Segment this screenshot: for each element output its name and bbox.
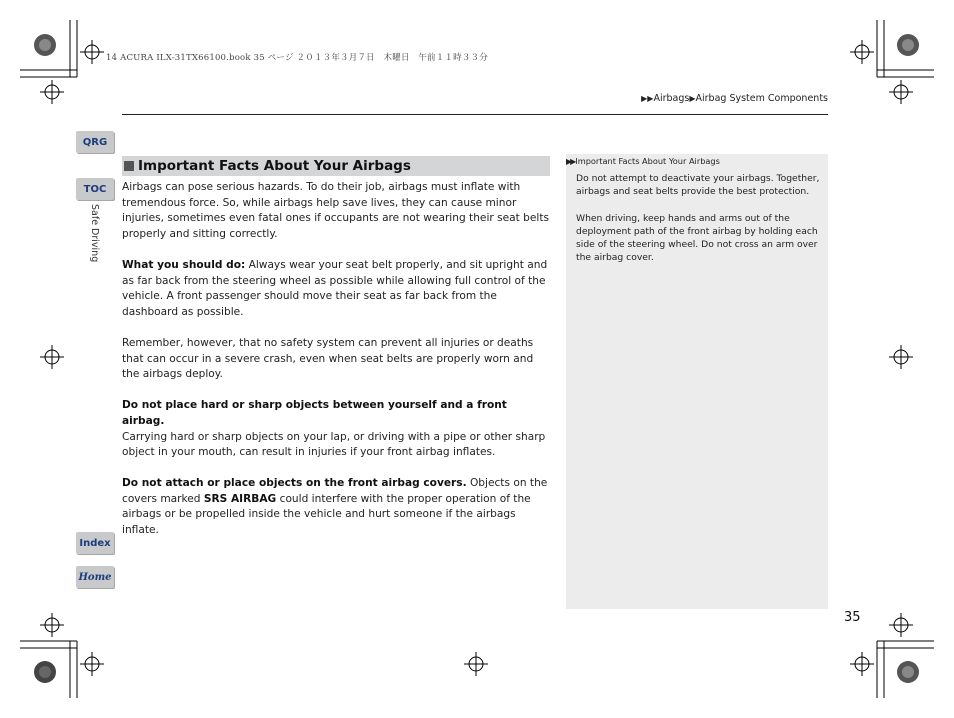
section-heading — [122, 156, 550, 176]
note-panel-text — [576, 172, 820, 278]
airbag-covers-paragraph: Do not attach or place objects on the front airbag covers. Objects on the covers marked SRS AIRBAG could interfere with the proper operation of the airbags or be propelled inside the vehicle and hurt someone if the airbags inflate. — [122, 477, 548, 537]
main-text — [122, 180, 552, 554]
note-paragraph: When driving, keep hands and arms out of the deployment path of the front airbag by holding each side of the steering wheel. Do not cross an arm over the airbag cover. — [576, 212, 818, 264]
heading-square-icon — [124, 161, 134, 171]
section-title: Important Facts About Your Airbags — [138, 158, 411, 174]
home-button[interactable]: Home — [76, 566, 114, 588]
sharp-objects-paragraph: Do not place hard or sharp objects between yourself and a front airbag. Carrying hard or sharp objects on your lap, or driving with a pipe or other sharp object in your mouth, can result in injuries if your front airbag inflates. — [122, 399, 546, 459]
page-number: 35 — [844, 610, 861, 625]
index-button[interactable]: Index — [76, 532, 114, 554]
chapter-side-label: Safe Driving — [89, 204, 100, 263]
note-paragraph: Do not attempt to deactivate your airbags. Together, airbags and seat belts provide the best protection. — [576, 173, 820, 198]
remember-paragraph: Remember, however, that no safety system can prevent all injuries or deaths that can occur in a severe crash, even when seat belts are properly worn and the airbags deploy. — [122, 336, 534, 381]
header-rule — [122, 114, 828, 115]
what-to-do-paragraph: What you should do: Always wear your seat belt properly, and sit upright and as far back from the steering wheel as possible while allowing full control of the vehicle. A front passenger should move their seat as far back from the dashboard as possible. — [122, 258, 548, 318]
double-arrow-icon: ▶▶ — [566, 156, 575, 166]
toc-button[interactable]: TOC — [76, 178, 114, 200]
breadcrumb-link-components[interactable]: Airbag System Components — [695, 93, 828, 104]
print-header: 14 ACURA ILX-31TX66100.book 35 ページ ２０１３年３月７日 木曜日 午前１１時３３分 — [106, 53, 488, 63]
intro-paragraph: Airbags can pose serious hazards. To do their job, airbags must inflate with tremendous force. So, while airbags help save lives, they can cause minor injuries, sometimes even fatal ones if occupants are not wearing their seat belts properly and sitting correctly. — [122, 181, 550, 240]
breadcrumb — [641, 93, 828, 104]
breadcrumb-arrow-icon: ▶ — [689, 94, 696, 103]
breadcrumb-link-airbags[interactable]: Airbags — [653, 93, 690, 104]
qrg-button[interactable]: QRG — [76, 131, 114, 153]
breadcrumb-arrow-icon: ▶▶ — [641, 94, 654, 103]
note-panel-title: ▶▶ Important Facts About Your Airbags — [566, 156, 720, 166]
